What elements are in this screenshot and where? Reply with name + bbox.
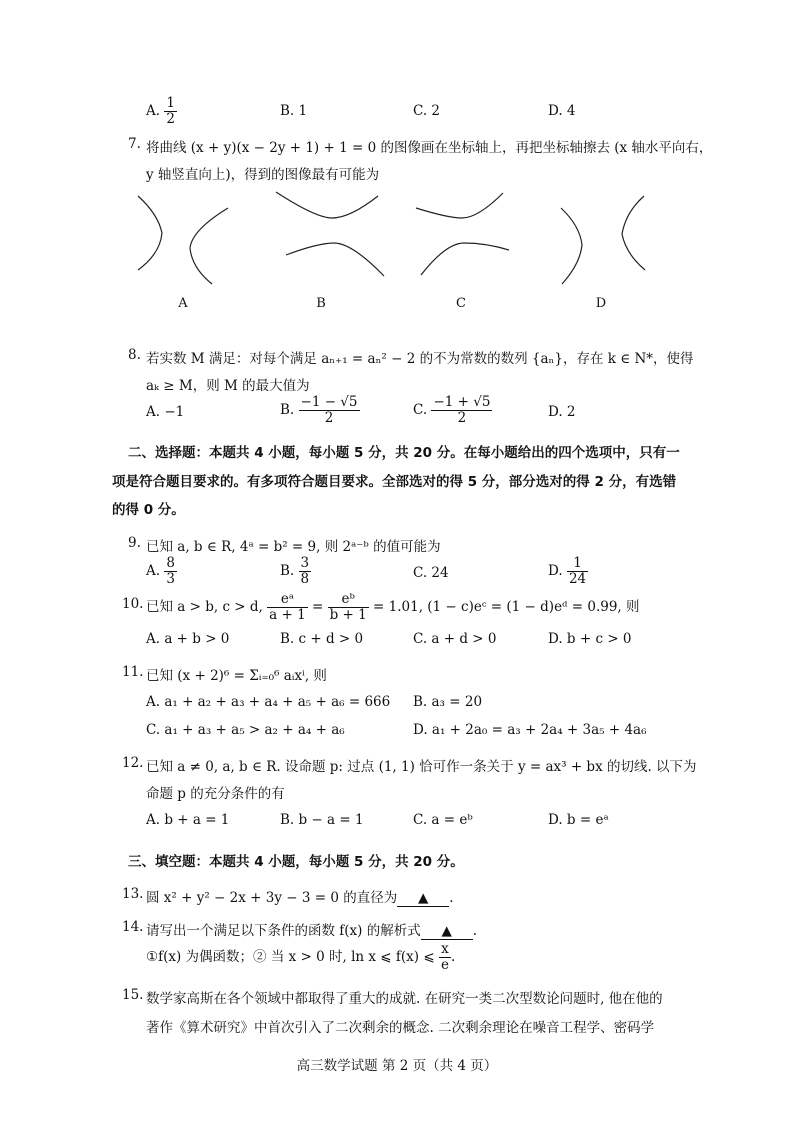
- q9-number: 9.: [128, 535, 141, 551]
- denominator: a + 1: [269, 606, 306, 623]
- denominator: 3: [166, 570, 175, 587]
- q8-option-b-fraction: [299, 395, 360, 426]
- denominator: 2: [166, 110, 175, 127]
- q7-graphs: [0, 0, 794, 320]
- q15-stem-line1: 数学家高斯在各个领域中都取得了重大的成就. 在研究一类二次型数论问题时, 他在他的: [146, 991, 663, 1007]
- q14-number: 14.: [122, 919, 144, 935]
- q8-option-a: A. −1: [146, 404, 185, 420]
- q9-option-b: B. $\frac{3}{8}$: [280, 555, 310, 587]
- numerator: eᵃ: [267, 592, 308, 608]
- graph-a-left-branch: [138, 196, 162, 270]
- numerator: −1 − √5: [300, 394, 358, 410]
- q8-option-b: B. $\frac{-1 - √5}{2}$: [280, 394, 358, 426]
- q15-number: 15.: [122, 987, 144, 1003]
- numerator: −1 + √5: [433, 394, 491, 410]
- q14-conditions: ①f(x) 为偶函数；② 当 x > 0 时, ln x ⩽ f(x) ⩽ $\frac{x}{e}$ .: [146, 941, 456, 973]
- numerator: 8: [166, 555, 175, 571]
- q6-option-a: A. $\frac{1}{2}$: [146, 95, 175, 127]
- graph-d-right-branch: [622, 196, 645, 270]
- section2-heading-line1: 二、选择题：本题共 4 小题，每小题 5 分，共 20 分。在每小题给出的四个选项中，只有一: [128, 445, 680, 461]
- q14-stem: 请写出一个满足以下条件的函数 f(x) 的解析式 ▲ .: [146, 923, 478, 939]
- q7-graph-b: [276, 192, 384, 276]
- q9-option-d-fraction: [567, 556, 588, 587]
- q11-option-d: D. a₁ + 2a₀ = a₃ + 2a₄ + 3a₅ + 4a₆: [413, 722, 647, 738]
- denominator: b + 1: [329, 606, 367, 623]
- q12-option-b: B. b − a = 1: [280, 812, 364, 828]
- q9-option-c: C. 24: [413, 565, 449, 581]
- q9-option-a-fraction: [164, 556, 177, 587]
- graph-d-left-branch: [561, 208, 582, 284]
- q15-stem-line2: 著作《算术研究》中首次引入了二次剩余的概念. 二次剩余理论在噪音工程学、密码学: [146, 1020, 655, 1036]
- q10-stem: 已知 a > b, c > d, $\frac{\text{eᵃ}}{a + 1}$ = $\frac{\text{eᵇ}}{b + 1}$ = 1.01, (1 − c)eᶜ = (1 − d)eᵈ = 0.99, 则: [146, 591, 640, 623]
- page-footer: 高三数学试题 第 2 页（共 4 页）: [296, 1058, 498, 1074]
- denominator: 24: [568, 570, 587, 587]
- q7-label-a: A: [178, 296, 188, 311]
- denominator: 2: [324, 409, 334, 426]
- q7-label-c: C: [456, 296, 466, 311]
- q8-stem-line1: 若实数 M 满足：对每个满足 aₙ₊₁ = aₙ² − 2 的不为常数的数列 {aₙ}，存在 k ∈ N*，使得: [146, 351, 694, 367]
- numerator: 1: [567, 556, 588, 572]
- numerator: x: [439, 942, 451, 958]
- q12-option-a: A. b + a = 1: [146, 812, 230, 828]
- q9-option-d: D. $\frac{1}{24}$: [548, 555, 587, 587]
- denominator: e: [440, 956, 449, 973]
- q9-option-b-fraction: [299, 556, 312, 587]
- q10-fraction-2: [328, 592, 369, 623]
- numerator: 1: [166, 95, 175, 111]
- section3-heading: 三、填空题：本题共 4 小题，每小题 5 分，共 20 分。: [128, 854, 464, 870]
- q12-number: 12.: [122, 755, 144, 771]
- q10-option-c: C. a + d > 0: [413, 631, 497, 647]
- q6-option-d: D. 4: [548, 103, 576, 119]
- q13-stem: 圆 x² + y² − 2x + 3y − 3 = 0 的直径为 ▲ .: [146, 890, 454, 906]
- q7-graph-d: [561, 196, 645, 284]
- q11-stem: 已知 (x + 2)⁶ = Σᵢ₌₀⁶ aᵢxⁱ, 则: [146, 668, 327, 684]
- q11-option-a: A. a₁ + a₂ + a₃ + a₄ + a₅ + a₆ = 666: [146, 694, 391, 710]
- q8-number: 8.: [128, 347, 141, 363]
- section2-heading-line3: 的得 0 分。: [112, 502, 185, 518]
- denominator: 2: [457, 409, 467, 426]
- q12-option-c: C. a = eᵇ: [413, 812, 473, 828]
- q12-stem-line2: 命题 p 的充分条件的有: [146, 786, 285, 802]
- q7-stem-line2: y 轴竖直向上)，得到的图像最有可能为: [146, 167, 380, 183]
- q10-option-b: B. c + d > 0: [280, 631, 364, 647]
- q14-fraction: [439, 942, 451, 973]
- q7-graph-a: [138, 196, 228, 284]
- graph-c-lower-branch: [421, 243, 509, 275]
- q7-number: 7.: [128, 136, 141, 152]
- q7-label-b: B: [316, 296, 326, 311]
- q13-answer-blank[interactable]: ▲: [397, 890, 449, 907]
- q6-option-c: C. 2: [413, 103, 441, 119]
- graph-b-lower-branch: [286, 243, 384, 276]
- graph-a-right-branch: [190, 208, 228, 284]
- denominator: 8: [300, 570, 310, 587]
- q13-number: 13.: [122, 886, 144, 902]
- q6-option-b: B. 1: [280, 103, 308, 119]
- q12-stem-line1: 已知 a ≠ 0, a, b ∈ R. 设命题 p: 过点 (1, 1) 恰可作一条关于 y = ax³ + bx 的切线. 以下为: [146, 759, 697, 775]
- q10-number: 10.: [122, 596, 144, 612]
- graph-b-upper-branch: [276, 192, 378, 218]
- q10-option-a: A. a + b > 0: [146, 631, 230, 647]
- numerator: eᵇ: [328, 592, 369, 608]
- q8-option-c: C. $\frac{-1 + √5}{2}$: [413, 394, 491, 426]
- q9-option-a: A. $\frac{8}{3}$: [146, 555, 175, 587]
- q10-fraction-1: [267, 592, 308, 623]
- q7-stem-line1: 将曲线 (x + y)(x − 2y + 1) + 1 = 0 的图像画在坐标轴上，再把坐标轴擦去 (x 轴水平向右，: [146, 140, 713, 156]
- q7-graph-c: [416, 193, 509, 275]
- q10-option-d: D. b + c > 0: [548, 631, 632, 647]
- q8-stem-line2: aₖ ≥ M，则 M 的最大值为: [146, 378, 310, 394]
- graph-c-upper-branch: [416, 193, 503, 218]
- section2-heading-line2: 项是符合题目要求的。有多项符合题目要求。全部选对的得 5 分，部分选对的得 2 分，有选错: [112, 474, 677, 490]
- q12-option-d: D. b = eᵃ: [548, 812, 609, 828]
- q11-option-c: C. a₁ + a₃ + a₅ > a₂ + a₄ + a₆: [146, 722, 345, 738]
- numerator: 3: [300, 555, 310, 571]
- q7-label-d: D: [595, 296, 607, 311]
- q14-answer-blank[interactable]: ▲: [421, 923, 473, 940]
- q8-option-d: D. 2: [548, 404, 576, 420]
- q8-option-c-fraction: [431, 395, 492, 426]
- q9-stem: 已知 a, b ∈ R, 4ᵃ = b² = 9, 则 2ᵃ⁻ᵇ 的值可能为: [146, 539, 441, 555]
- q11-option-b: B. a₃ = 20: [413, 694, 483, 710]
- q11-number: 11.: [122, 664, 144, 680]
